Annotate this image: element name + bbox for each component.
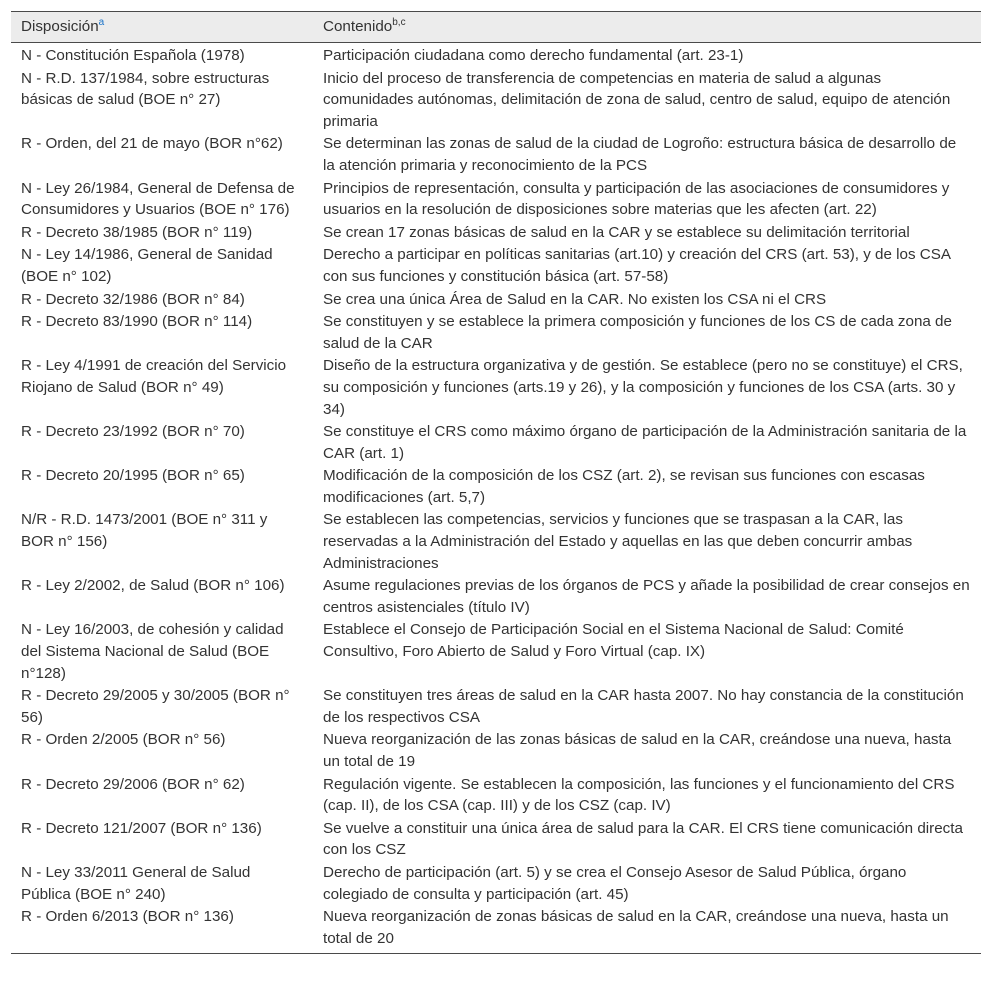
- cell-contenido: Participación ciudadana como derecho fundamental (art. 23-1): [323, 47, 744, 64]
- cell-contenido: Inicio del proceso de transferencia de competencias en materia de salud a algunas comunidades autónomas, delimitación de zona de salud, centro de salud, equipo de atención primaria: [323, 69, 951, 130]
- cell-contenido: Se crean 17 zonas básicas de salud en la CAR y se establece su delimitación territorial: [323, 223, 910, 241]
- cell-contenido: Se crea una única Área de Salud en la CAR. No existen los CSA ni el CRS: [323, 290, 827, 308]
- cell-contenido: Asume regulaciones previas de los órganos de PCS y añade la posibilidad de crear consejos en centros asistenciales (título IV): [323, 577, 970, 616]
- table-row: [11, 355, 981, 421]
- cell-disposicion: R - Decreto 38/1985 (BOR n° 119): [21, 223, 253, 241]
- table-row: [11, 862, 981, 906]
- cell-contenido: Establece el Consejo de Participación Social en el Sistema Nacional de Salud: Comité Consultivo, Foro Abierto de Salud y Foro Virtual (cap. IX): [323, 621, 904, 661]
- table-row: [11, 222, 981, 245]
- cell-disposicion: N - Ley 33/2011 General de Salud Pública (BOE n° 240): [21, 863, 251, 903]
- cell-contenido: Nueva reorganización de zonas básicas de salud en la CAR, creándose una nueva, hasta un total de 20: [313, 906, 981, 954]
- table-row: [11, 818, 981, 862]
- table-row: [11, 906, 981, 954]
- cell-disposicion: N - Constitución Española (1978): [21, 47, 245, 64]
- cell-disposicion: N - R.D. 137/1984, sobre estructuras básicas de salud (BOE n° 27): [21, 69, 270, 109]
- cell-disposicion: R - Decreto 29/2005 y 30/2005 (BOR n° 56): [21, 687, 290, 726]
- cell-disposicion: R - Decreto 20/1995 (BOR n° 65): [21, 467, 245, 485]
- table-row: [11, 289, 981, 312]
- cell-contenido: Se vuelve a constituir una única área de salud para la CAR. El CRS tiene comunicación directa con los CSZ: [323, 819, 963, 859]
- table-body: [11, 43, 981, 954]
- table-row: [11, 133, 981, 177]
- cell-disposicion: R - Decreto 121/2007 (BOR n° 136): [21, 819, 262, 837]
- cell-contenido: Diseño de la estructura organizativa y de gestión. Se establece (pero no se constituye) el CRS, su composición y funciones (arts.19 y 26), y la composición y funciones de los CSA (arts. 30 y 34): [323, 357, 963, 418]
- cell-contenido: Principios de representación, consulta y participación de las asociaciones de consumidores y usuarios en la resolución de disposiciones sobre materias que les afecten (art. 22): [323, 179, 950, 219]
- table-row: [11, 729, 981, 773]
- cell-disposicion: R - Orden, del 21 de mayo (BOR n°62): [21, 135, 283, 153]
- cell-contenido: Se establecen las competencias, servicios y funciones que se traspasan a la CAR, las reservadas a la Administración del Estado y aquellas en las que deben concurrir ambas Administraciones: [323, 511, 913, 572]
- cell-contenido: Se determinan las zonas de salud de la ciudad de Logroño: estructura básica de desarrollo de la atención primaria y reconocimiento de la PCS: [323, 135, 957, 174]
- footnote-bc-marker: b,c: [392, 17, 406, 29]
- cell-disposicion: N/R - R.D. 1473/2001 (BOE n° 311 y BOR n° 156): [21, 511, 268, 551]
- cell-disposicion: R - Orden 2/2005 (BOR n° 56): [21, 731, 226, 749]
- cell-disposicion: R - Decreto 29/2006 (BOR n° 62): [21, 775, 245, 793]
- cell-contenido: Se constituyen y se establece la primera composición y funciones de los CS de cada zona de salud de la CAR: [323, 313, 952, 352]
- header-contenido-label: Contenido: [323, 18, 393, 36]
- cell-disposicion: R - Decreto 32/1986 (BOR n° 84): [21, 290, 245, 308]
- cell-disposicion: R - Ley 4/1991 de creación del Servicio Riojano de Salud (BOR n° 49): [21, 357, 287, 396]
- cell-contenido: Derecho a participar en políticas sanitarias (art.10) y creación del CRS (art. 53), y de los CSA con sus funciones y constitución básica (art. 57-58): [323, 246, 951, 285]
- table-row: [11, 465, 981, 509]
- cell-contenido: Derecho de participación (art. 5) y se crea el Consejo Asesor de Salud Pública, órgano colegiado de consulta y participación (art. 45): [323, 863, 907, 903]
- cell-contenido: Regulación vigente. Se establecen la composición, las funciones y el funcionamiento del CRS (cap. II), de los CSA (cap. III) y de los CSZ (cap. IV): [323, 775, 955, 815]
- cell-disposicion: R - Orden 6/2013 (BOR n° 136): [11, 906, 313, 954]
- table-row: [11, 421, 981, 465]
- legislation-table: [11, 11, 981, 954]
- table-row: [11, 575, 981, 619]
- table-header: [11, 12, 981, 43]
- footnote-a-link[interactable]: a: [98, 17, 105, 29]
- table-row: [11, 509, 981, 575]
- header-contenido: [313, 12, 981, 43]
- header-row: [11, 12, 981, 43]
- table-row: [11, 685, 981, 729]
- cell-disposicion: N - Ley 16/2003, de cohesión y calidad del Sistema Nacional de Salud (BOE n°128): [21, 621, 284, 682]
- cell-disposicion: R - Ley 2/2002, de Salud (BOR n° 106): [21, 577, 285, 595]
- table-row: [11, 619, 981, 685]
- table-row: [11, 178, 981, 222]
- cell-contenido: Modificación de la composición de los CSZ (art. 2), se revisan sus funciones con escasas modificaciones (art. 5,7): [323, 467, 925, 506]
- header-disposicion: [11, 12, 313, 43]
- cell-disposicion: N - Ley 14/1986, General de Sanidad (BOE n° 102): [21, 246, 273, 285]
- cell-disposicion: R - Decreto 23/1992 (BOR n° 70): [21, 423, 245, 441]
- header-disposicion-label: Disposición: [21, 18, 99, 36]
- cell-disposicion: R - Decreto 83/1990 (BOR n° 114): [21, 313, 253, 331]
- table-row: [11, 68, 981, 134]
- cell-contenido: Se constituyen tres áreas de salud en la CAR hasta 2007. No hay constancia de la constitución de los respectivos CSA: [323, 687, 964, 726]
- cell-disposicion: N - Ley 26/1984, General de Defensa de Consumidores y Usuarios (BOE n° 176): [21, 179, 295, 219]
- table-row: [11, 774, 981, 818]
- table-row: [11, 244, 981, 288]
- table-row: [11, 311, 981, 355]
- table-row: [11, 43, 981, 68]
- cell-contenido: Se constituye el CRS como máximo órgano de participación de la Administración sanitaria de la CAR (art. 1): [323, 423, 967, 462]
- cell-contenido: Nueva reorganización de las zonas básicas de salud en la CAR, creándose una nueva, hasta un total de 19: [323, 731, 952, 770]
